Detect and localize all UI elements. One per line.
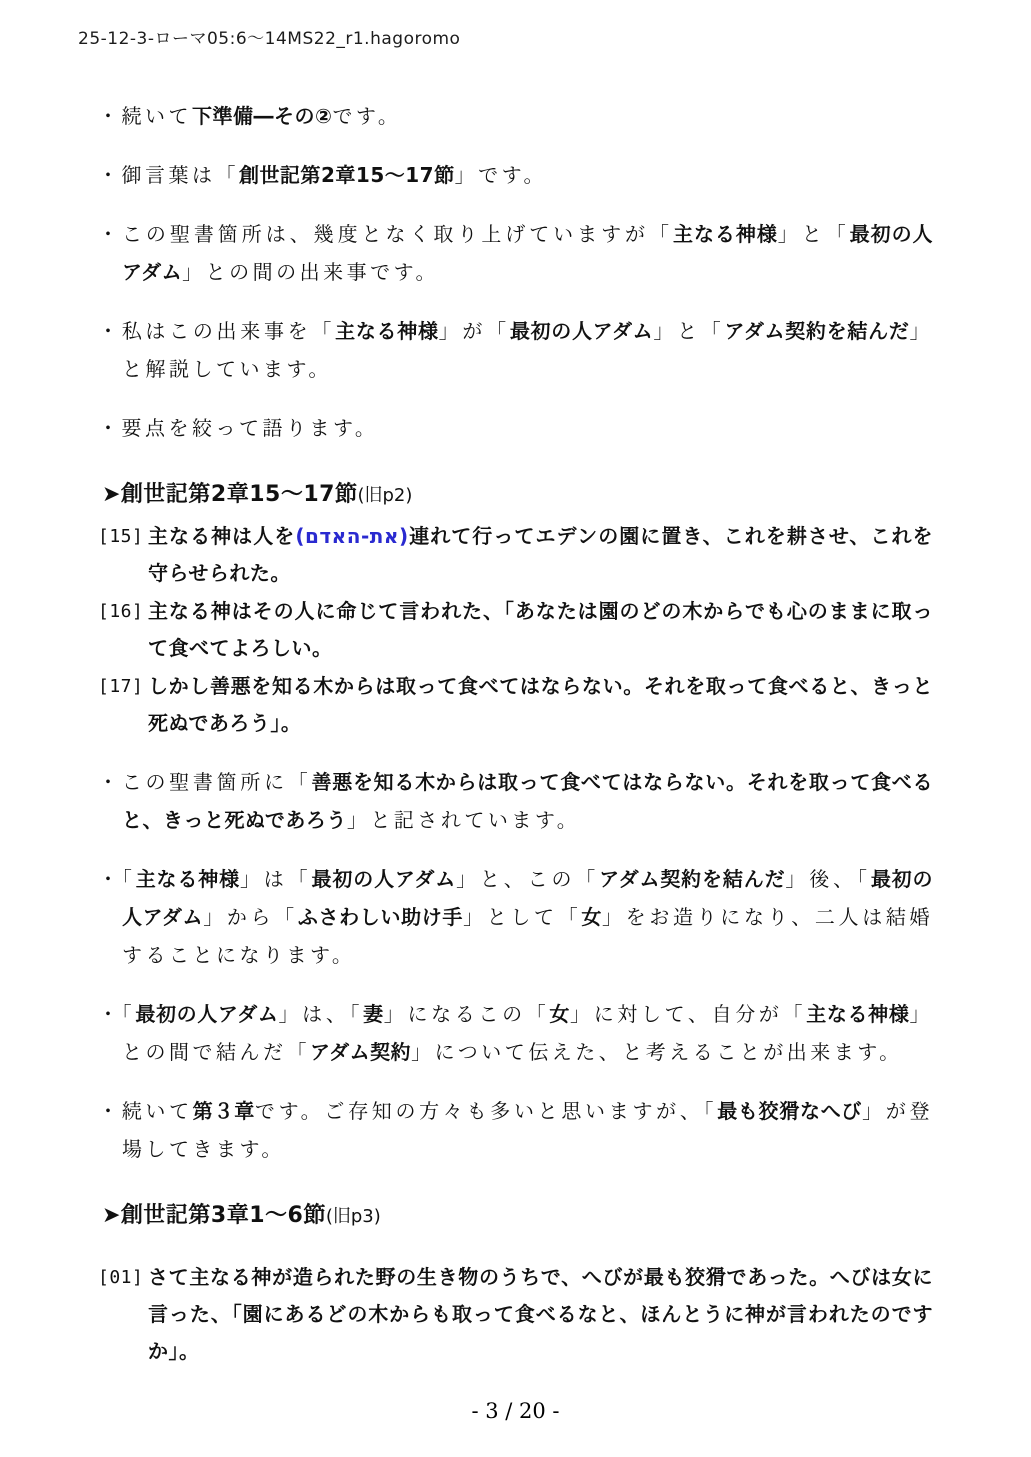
verse-text: 主なる神は人を(את-האדם)連れて行ってエデンの園に置き、これを耕させ、これを守らせられた。 (148, 524, 933, 585)
section-heading: ➤創世記第2章15〜17節(旧p2) (102, 482, 413, 507)
section-heading: ➤創世記第3章1〜6節(旧p3) (102, 1203, 381, 1228)
bullet-paragraph: ・御言葉は「創世記第2章15〜17節」です。 (98, 163, 547, 187)
page-number-footer: - 3 / 20 - (471, 1399, 560, 1423)
verse-paragraph (98, 1259, 933, 1370)
bullet-paragraph: ・要点を絞って語ります。 (98, 416, 379, 440)
verse-paragraph (98, 593, 933, 667)
verse-paragraph (98, 668, 933, 742)
bullet-paragraph: ・続いて下準備―その②です。 (98, 104, 402, 128)
document-filename-header: 25-12-3-ローマ05:6〜14MS22_r1.hagoromo (78, 29, 461, 49)
bullet-paragraph: ・「最初の人アダム」は、「妻」になるこの「女」に対して、自分が「主なる神様」との間で結んだ「アダム契約」について伝えた、と考えることが出来ます。 (98, 1002, 933, 1064)
bullet-paragraph: ・続いて第３章です。ご存知の方々も多いと思いますが、「最も狡猾なへび」が登場してきます。 (98, 1099, 934, 1161)
verse-number: [17] (98, 676, 144, 697)
bullet-paragraph: ・この聖書箇所は、幾度となく取り上げていますが「主なる神様」と「最初の人アダム」との間の出来事です。 (98, 222, 934, 284)
bullet-paragraph: ・私はこの出来事を「主なる神様」が「最初の人アダム」と「アダム契約を結んだ」と解説しています。 (98, 319, 934, 381)
verse-number: [15] (98, 526, 144, 547)
verse-text: しかし善悪を知る木からは取って食べてはならない。それを取って食べると、きっと死ぬであろう」。 (148, 674, 933, 735)
verse-number: [01] (98, 1267, 144, 1288)
bullet-paragraph: ・「主なる神様」は「最初の人アダム」と、この「アダム契約を結んだ」後、「最初の人アダム」から「ふさわしい助け手」として「女」をお造りになり、二人は結婚することになります。 (98, 867, 934, 967)
verse-text: さて主なる神が造られた野の生き物のうちで、へびが最も狡猾であった。へびは女に言った、「園にあるどの木からも取って食べるなと、ほんとうに神が言われたのですか」。 (148, 1265, 933, 1363)
verse-number: [16] (98, 601, 144, 622)
verse-paragraph (98, 518, 933, 592)
hebrew-word: (את-האדם) (295, 524, 409, 548)
verse-text: 主なる神はその人に命じて言われた、「あなたは園のどの木からでも心のままに取って食べてよろしい。 (148, 599, 933, 660)
bullet-paragraph: ・この聖書箇所に「善悪を知る木からは取って食べてはならない。それを取って食べると、きっと死ぬであろう」と記されています。 (98, 770, 934, 832)
document-body (98, 97, 933, 1370)
